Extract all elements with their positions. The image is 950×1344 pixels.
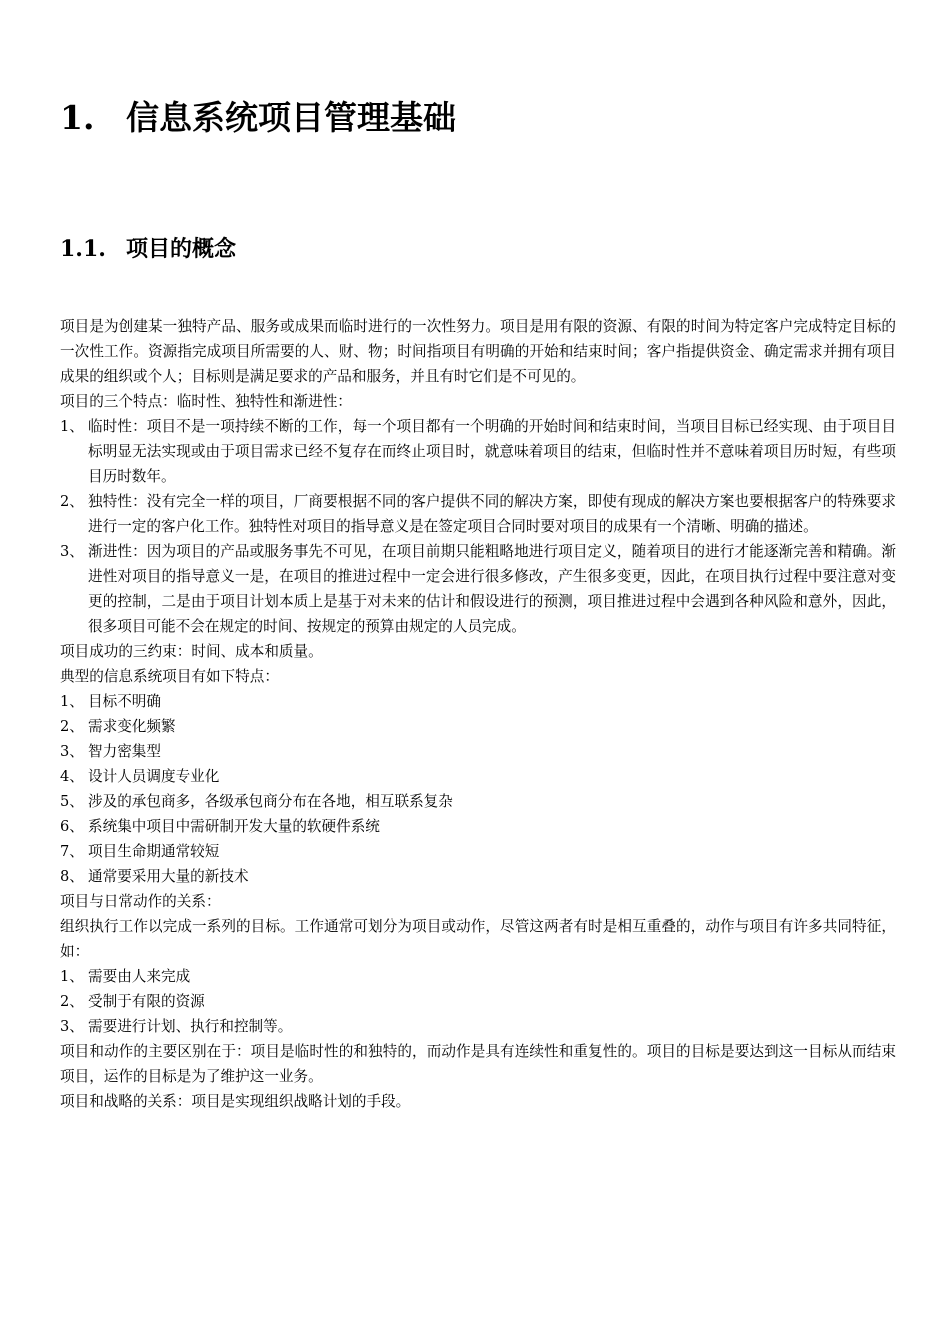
list-number: 1、 — [60, 968, 84, 985]
paragraph-traits-intro: 项目的三个特点：临时性、独特性和渐进性： — [60, 393, 352, 410]
paragraph-constraints: 项目成功的三约束：时间、成本和质量。 — [60, 643, 323, 660]
list-number: 2、 — [60, 718, 84, 735]
list-item — [60, 714, 896, 739]
paragraph-definition: 项目是为创建某一独特产品、服务或成果而临时进行的一次性努力。项目是用有限的资源、有限的时间为特定客户完成特定目标的一次性工作。资源指完成项目所需要的人、财、物；时间指项目有明确的开始和结束时间；客户指提供资金、确定需求并拥有项目成果的组织或个人；目标则是满足要求的产品和服务，并且有时它们是不可见的。 — [60, 318, 896, 385]
list-number: 2、 — [60, 993, 84, 1010]
paragraph-operations: 组织执行工作以完成一系列的目标。工作通常可划分为项目或动作，尽管这两者有时是相互重叠的，动作与项目有许多共同特征，如： — [60, 918, 896, 960]
paragraph-operations-intro: 项目与日常动作的关系： — [60, 893, 221, 910]
paragraph-difference: 项目和动作的主要区别在于：项目是临时性的和独特的，而动作是具有连续性和重复性的。项目的目标是要达到这一目标从而结束项目，运作的目标是为了维护这一业务。 — [60, 1043, 896, 1085]
list-item — [60, 764, 896, 789]
list-number: 2、 — [60, 493, 84, 510]
list-number: 1、 — [60, 418, 84, 435]
list-number: 7、 — [60, 843, 84, 860]
chapter-heading — [60, 96, 456, 140]
list-text: 需求变化频繁 — [88, 718, 176, 735]
features-list — [60, 689, 896, 889]
chapter-title: 信息系统项目管理基础 — [126, 98, 456, 137]
list-item — [60, 689, 896, 714]
section-body — [60, 314, 896, 1114]
list-text: 需要进行计划、执行和控制等。 — [88, 1018, 293, 1035]
list-text: 设计人员调度专业化 — [88, 768, 220, 785]
list-text: 项目生命期通常较短 — [88, 843, 220, 860]
paragraph-strategy: 项目和战略的关系：项目是实现组织战略计划的手段。 — [60, 1093, 411, 1110]
list-item — [60, 839, 896, 864]
list-text: 受制于有限的资源 — [88, 993, 205, 1010]
list-item — [60, 489, 896, 539]
list-item — [60, 414, 896, 489]
list-item — [60, 1014, 896, 1039]
section-number: 1.1. — [60, 236, 106, 262]
list-number: 4、 — [60, 768, 84, 785]
chapter-number: 1. — [60, 98, 95, 137]
common-list — [60, 964, 896, 1039]
list-item — [60, 814, 896, 839]
list-number: 3、 — [60, 743, 84, 760]
list-item — [60, 789, 896, 814]
list-text: 涉及的承包商多，各级承包商分布在各地，相互联系复杂 — [88, 793, 453, 810]
list-number: 5、 — [60, 793, 84, 810]
list-number: 8、 — [60, 868, 84, 885]
list-number: 3、 — [60, 1018, 84, 1035]
section-heading — [60, 234, 236, 264]
paragraph-features-intro: 典型的信息系统项目有如下特点： — [60, 668, 279, 685]
section-title: 项目的概念 — [126, 236, 237, 262]
list-number: 3、 — [60, 543, 84, 560]
list-text: 系统集中项目中需研制开发大量的软硬件系统 — [88, 818, 380, 835]
list-text: 临时性：项目不是一项持续不断的工作，每一个项目都有一个明确的开始时间和结束时间，当项目目标已经实现、由于项目目标明显无法实现或由于项目需求已经不复存在而终止项目时，就意味着项目的结束，但临时性并不意味着项目历时短，有些项目历时数年。 — [88, 418, 896, 485]
list-text: 需要由人来完成 — [88, 968, 191, 985]
list-text: 渐进性：因为项目的产品或服务事先不可见，在项目前期只能粗略地进行项目定义，随着项目的进行才能逐渐完善和精确。渐进性对项目的指导意义一是，在项目的推进过程中一定会进行很多修改，产生很多变更，因此，在项目执行过程中要注意对变更的控制，二是由于项目计划本质上是基于对未来的估计和假设进行的预测，项目推进过程中会遇到各种风险和意外，因此，很多项目可能不会在规定的时间、按规定的预算由规定的人员完成。 — [88, 543, 896, 635]
list-text: 智力密集型 — [88, 743, 161, 760]
list-text: 目标不明确 — [88, 693, 161, 710]
list-item — [60, 964, 896, 989]
list-number: 6、 — [60, 818, 84, 835]
list-text: 通常要采用大量的新技术 — [88, 868, 249, 885]
list-item — [60, 864, 896, 889]
list-number: 1、 — [60, 693, 84, 710]
list-text: 独特性：没有完全一样的项目，厂商要根据不同的客户提供不同的解决方案，即使有现成的解决方案也要根据客户的特殊要求进行一定的客户化工作。独特性对项目的指导意义是在签定项目合同时要对项目的成果有一个清晰、明确的描述。 — [88, 493, 896, 535]
list-item — [60, 739, 896, 764]
list-item — [60, 539, 896, 639]
list-item — [60, 989, 896, 1014]
traits-list — [60, 414, 896, 639]
